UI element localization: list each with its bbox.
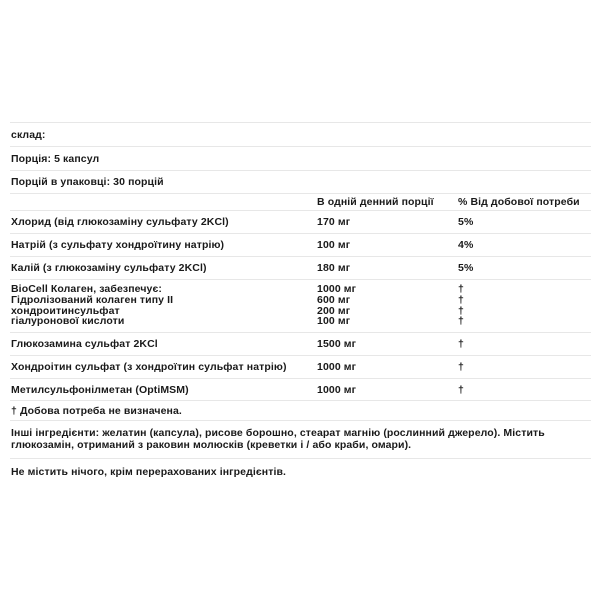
- nutrient-amount: 100 мг: [317, 239, 351, 251]
- nutrient-group-line: [10, 316, 591, 327]
- serving-size-row: [10, 146, 591, 170]
- dv-footnote: † Добова потреба не визначена.: [11, 404, 182, 417]
- nutrient-name: хондроитинсульфат: [11, 304, 120, 317]
- nutrient-name: Натрій (з сульфату хондроїтину натрію): [11, 239, 225, 251]
- nutrient-dv: †: [458, 315, 464, 328]
- nutrient-amount: 1000 мг: [317, 383, 357, 396]
- nutrient-name: Хондроітин сульфат (з хондроїтин сульфат натрію): [11, 361, 287, 374]
- serving-size-label: Порція: 5 капсул: [11, 152, 100, 165]
- nutrient-dv: †: [458, 338, 464, 351]
- servings-per-container-row: [10, 170, 591, 193]
- nutrient-row-chondroitin: [10, 355, 591, 378]
- nutrient-dv: †: [458, 283, 464, 295]
- nutrient-amount: 1500 мг: [317, 338, 357, 351]
- nutrient-name: Калій (з глюкозаміну сульфату 2KCl): [11, 262, 207, 274]
- nutrient-row-glucosamine: [10, 332, 591, 355]
- nutrient-amount: 200 мг: [317, 304, 351, 317]
- nutrient-group-line: [10, 295, 591, 306]
- servings-per-container-label: Порцій в упаковці: 30 порцій: [11, 176, 164, 188]
- supplement-facts-panel: [10, 122, 591, 478]
- nutrient-row-msm: [10, 378, 591, 400]
- dv-column-header: % Від добової потреби: [458, 196, 580, 208]
- nutrient-amount: 1000 мг: [317, 283, 357, 295]
- nutrient-name: Хлорид (від глюкозаміну сульфату 2KCl): [11, 216, 229, 228]
- nutrient-amount: 100 мг: [317, 315, 351, 328]
- nutrient-amount: 600 мг: [317, 293, 351, 306]
- dv-footnote-row: [10, 400, 591, 420]
- nutrient-dv: †: [458, 293, 464, 306]
- nutrient-row-potassium: [10, 256, 591, 279]
- table-header-row: [10, 193, 591, 210]
- other-ingredients-note: Інші інгредієнти: желатин (капсула), рисове борошно, стеарат магнію (рослинний джерело). Містить глюкозамін, отриманий з раковин молюсків (креветки і / або краби, омари).: [10, 420, 591, 458]
- nutrient-name: Глюкозамина сульфат 2KCl: [11, 338, 158, 351]
- nutrient-row-chloride: [10, 210, 591, 233]
- nutrient-dv: †: [458, 383, 464, 396]
- nutrient-amount: 1000 мг: [317, 361, 357, 374]
- composition-label: склад:: [11, 128, 46, 141]
- nutrient-dv: 4%: [458, 239, 474, 251]
- composition-row: [10, 122, 591, 146]
- nutrient-name: Гідролізований колаген типу II: [11, 293, 174, 306]
- nutrient-name: гіалуронової кислоти: [11, 315, 125, 328]
- nutrient-dv: 5%: [458, 216, 474, 228]
- nutrient-dv: †: [458, 304, 464, 317]
- nutrient-amount: 170 мг: [317, 216, 351, 228]
- nutrient-dv: 5%: [458, 262, 474, 274]
- nutrient-row-sodium: [10, 233, 591, 256]
- nutrient-name: BioCell Колаген, забезпечує:: [11, 283, 162, 295]
- nutrient-group-biocell-collagen: [10, 279, 591, 332]
- contains-note: Не містить нічого, крім перерахованих інгредієнтів.: [10, 458, 591, 478]
- amount-column-header: В одній денний порції: [317, 196, 434, 208]
- nutrient-dv: †: [458, 361, 464, 374]
- nutrient-amount: 180 мг: [317, 262, 351, 274]
- nutrient-name: Метилсульфонілметан (OptiMSM): [11, 383, 189, 396]
